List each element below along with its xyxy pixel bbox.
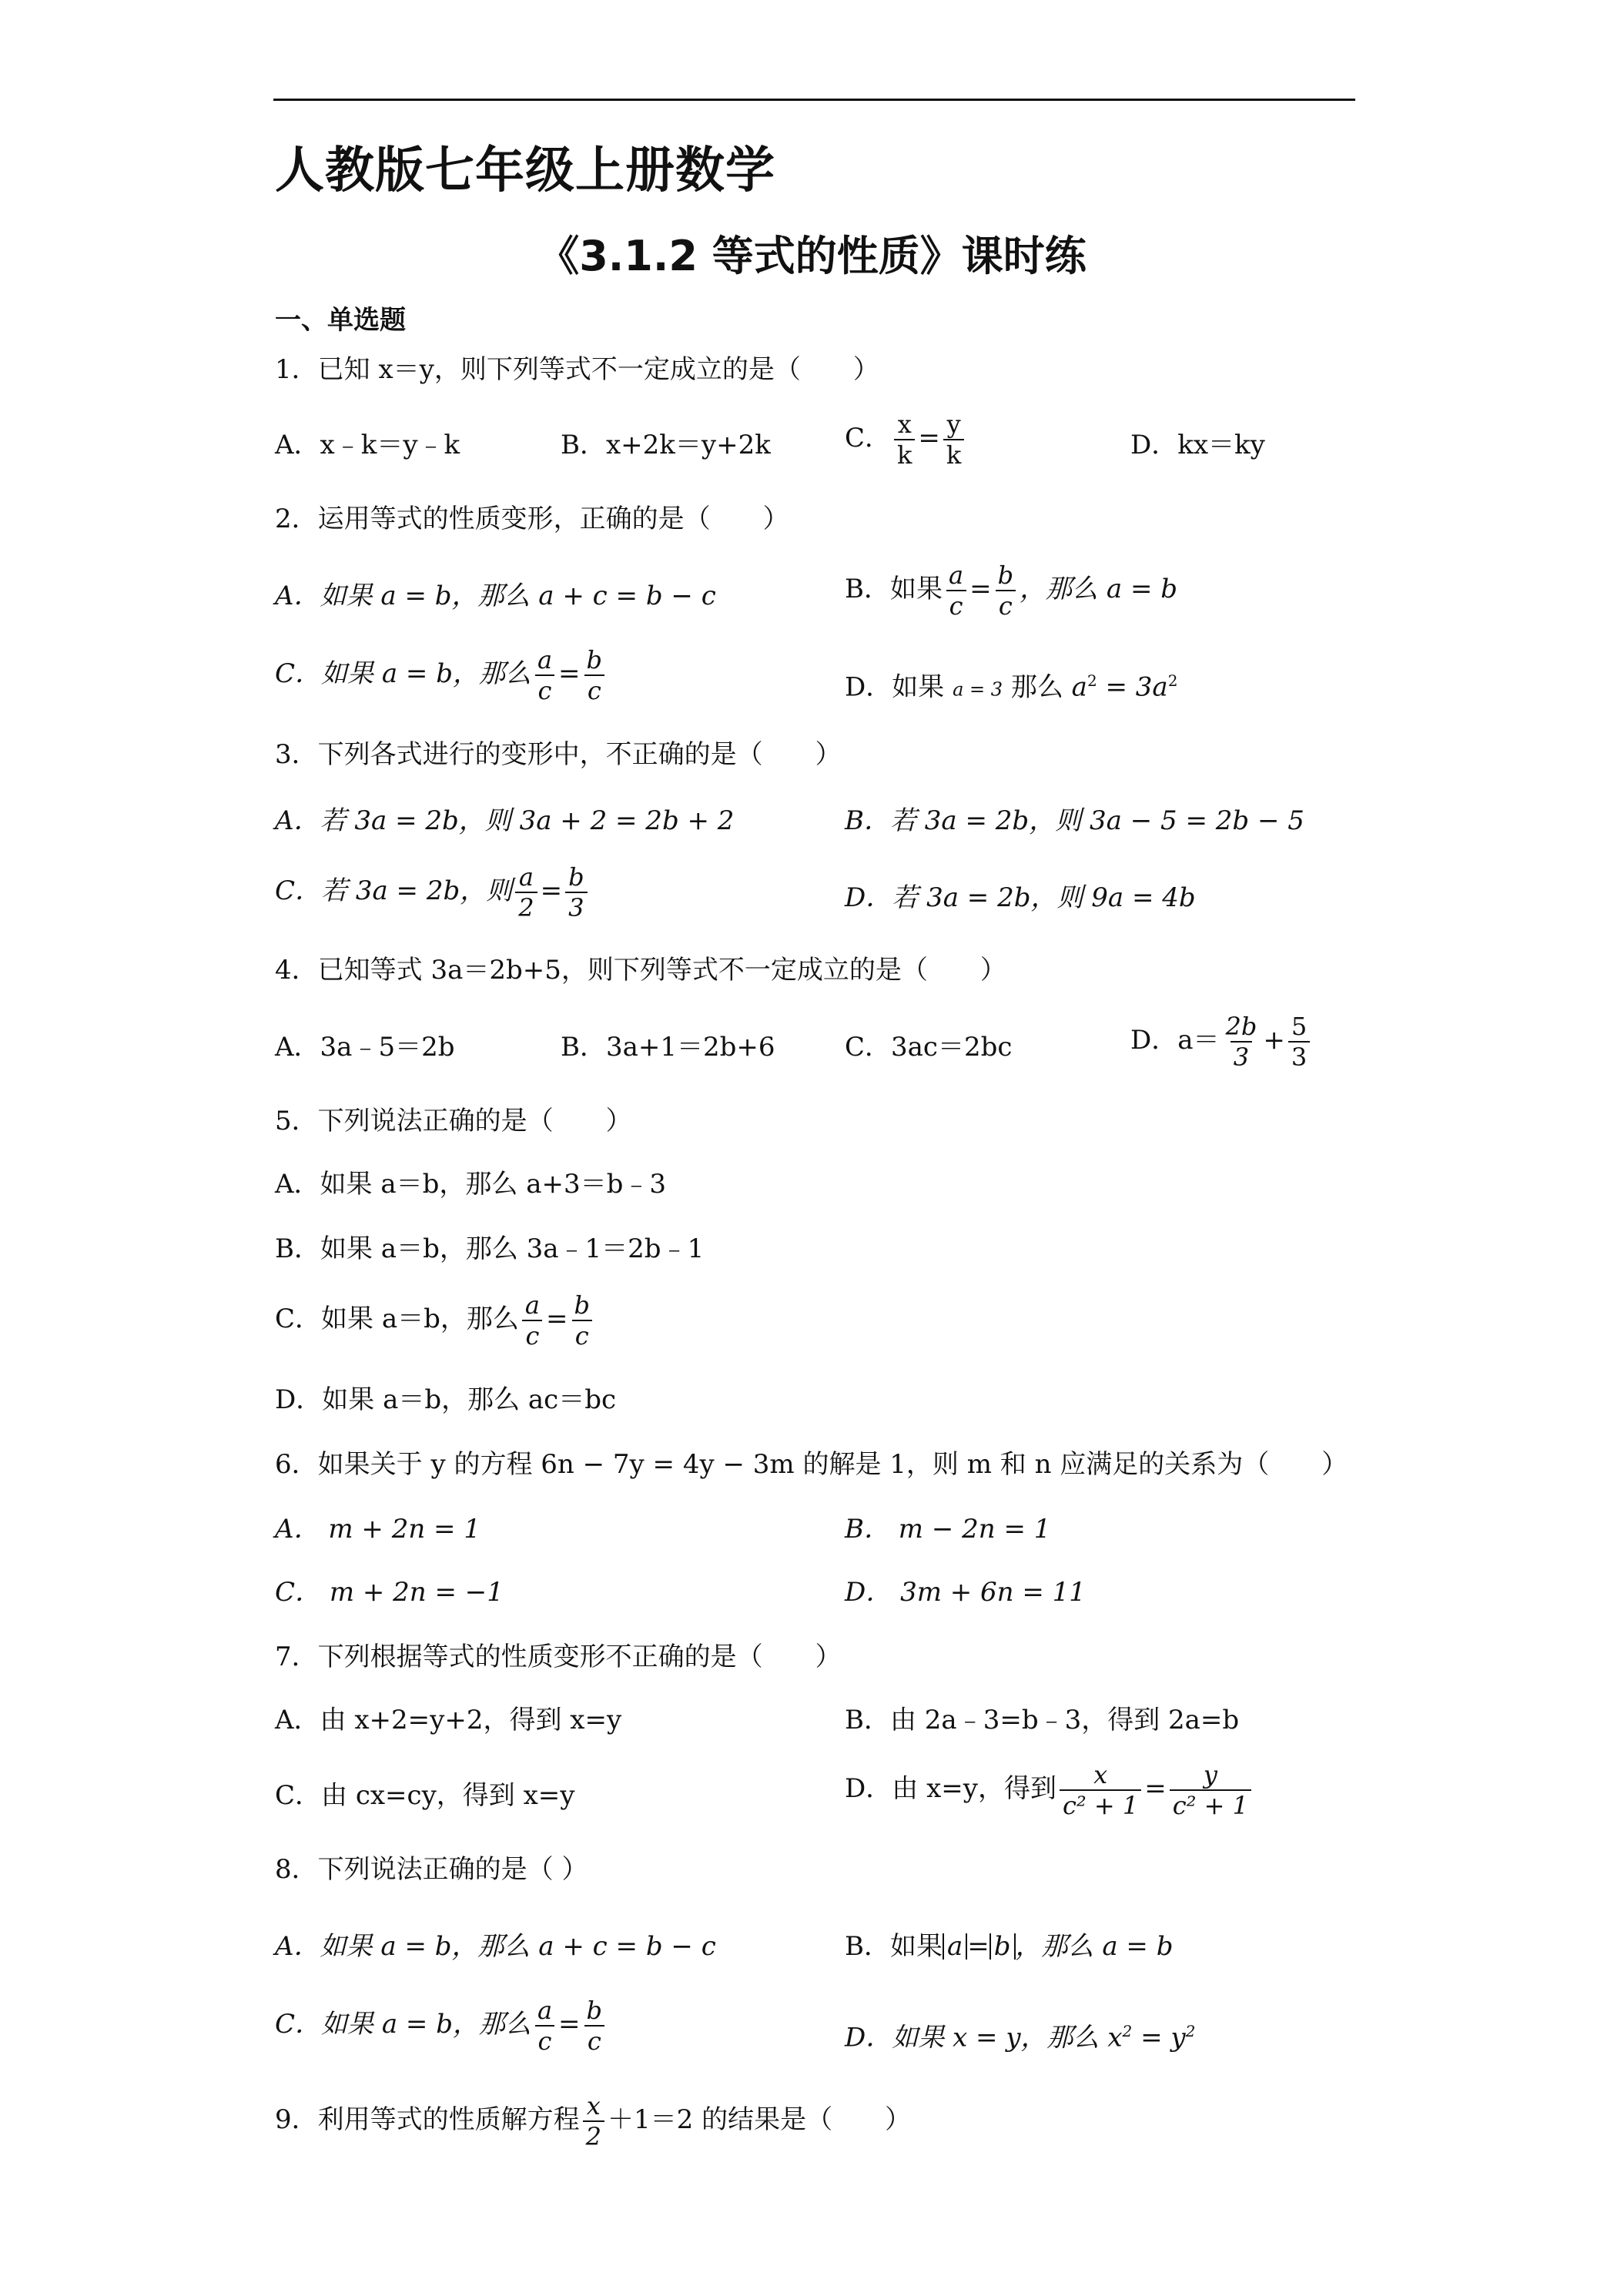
fraction: $\frac{b}{c}$	[584, 1996, 605, 2056]
fraction: $\frac{a}{c}$	[522, 1290, 543, 1350]
q7-option-c: C．由 cx=cy，得到 x=y	[275, 1780, 575, 1811]
q2-option-a: A．如果 a = b，那么 a + c = b − c	[275, 581, 716, 611]
q5-option-b: B．如果 a＝b，那么 3a﹣1＝2b﹣1	[275, 1233, 705, 1264]
q8-option-b: B．如果 a = b ，那么 a = b	[845, 1931, 1174, 1962]
fraction: $\frac{x}{2}$	[583, 2091, 604, 2151]
fraction: $\frac{b}{c}$	[584, 645, 605, 705]
q2-option-b: B．如果 $\frac{a}{c}$ = $\frac{b}{c}$ ，那么 a = b	[845, 561, 1178, 621]
fraction: $\frac{x}{\text{c² + 1}}$	[1060, 1760, 1141, 1820]
fraction: $\frac{y}{k}$	[943, 410, 964, 470]
question-3-stem: 3．下列各式进行的变形中，不正确的是（ ）	[275, 739, 842, 770]
q5-option-d: D．如果 a＝b，那么 ac＝bc	[275, 1384, 617, 1415]
q4-option-d: D．a＝ $\frac{2b}{3}$ + $\frac{5}{3}$	[1130, 1012, 1313, 1072]
question-2-stem: 2．运用等式的性质变形，正确的是（ ）	[275, 504, 789, 534]
q3-option-a: A．若 3a = 2b，则 3a + 2 = 2b + 2	[275, 805, 735, 836]
fraction: $\frac{a}{c}$	[534, 645, 555, 705]
q1-option-a: A．x﹣k＝y﹣k	[275, 430, 460, 460]
page-title: 人教版七年级上册数学	[275, 142, 775, 199]
q8-option-d: D．如果 x = y，那么 $x^2 = y^2$	[845, 2022, 1196, 2053]
fraction: $\frac{a}{c}$	[946, 561, 966, 621]
q1-option-d: D．kx＝ky	[1130, 430, 1265, 460]
q7-option-b: B．由 2a﹣3=b﹣3，得到 2a=b	[845, 1705, 1240, 1735]
question-9-stem: 9．利用等式的性质解方程 $\frac{x}{2}$ ＋1＝2 的结果是（ ）	[275, 2091, 912, 2151]
q6-option-d: D． 3m + 6n = 11	[845, 1577, 1086, 1608]
q6-option-a: A． m + 2n = 1	[275, 1514, 481, 1545]
question-4-stem: 4．已知等式 3a＝2b+5，则下列等式不一定成立的是（ ）	[275, 955, 1006, 986]
q3-option-d: D．若 3a = 2b，则 9a = 4b	[845, 882, 1196, 913]
q6-option-b: B． m − 2n = 1	[845, 1514, 1051, 1545]
q3-option-b: B．若 3a = 2b，则 3a − 5 = 2b − 5	[845, 805, 1304, 836]
q3-option-c: C．若 3a = 2b，则 $\frac{a}{2}$ = $\frac{b}{3}$	[275, 862, 591, 922]
q6-option-c: C． m + 2n = −1	[275, 1577, 504, 1608]
fraction: $\frac{a}{2}$	[515, 862, 537, 922]
q7-option-a: A．由 x+2=y+2，得到 x=y	[275, 1705, 622, 1735]
fraction: $\frac{b}{c}$	[995, 561, 1016, 621]
question-8-stem: 8．下列说法正确的是（ ）	[275, 1854, 588, 1885]
absolute-value: b	[989, 1933, 1016, 1960]
q4-option-b: B．3a+1＝2b+6	[561, 1032, 775, 1063]
q5-option-c: C．如果 a＝b，那么 $\frac{a}{c}$ = $\frac{b}{c}$	[275, 1290, 596, 1350]
question-5-stem: 5．下列说法正确的是（ ）	[275, 1106, 632, 1136]
q7-option-d: D．由 x=y，得到 $\frac{x}{\text{c² + 1}}$ = $\frac{y}{\text{c² + 1}}$	[845, 1760, 1254, 1820]
q4-option-a: A．3a﹣5＝2b	[275, 1032, 455, 1063]
q5-option-a: A．如果 a＝b，那么 a+3＝b﹣3	[275, 1169, 666, 1200]
q4-option-c: C．3ac＝2bc	[845, 1032, 1013, 1063]
fraction: $\frac{y}{\text{c² + 1}}$	[1170, 1760, 1251, 1820]
fraction: $\frac{b}{3}$	[565, 862, 587, 922]
q2-option-c: C．如果 a = b，那么 $\frac{a}{c}$ = $\frac{b}{c}$	[275, 645, 608, 705]
fraction: $\frac{b}{c}$	[571, 1290, 592, 1350]
q8-option-a: A．如果 a = b，那么 a + c = b − c	[275, 1931, 716, 1962]
fraction: $\frac{5}{3}$	[1288, 1012, 1310, 1072]
section-heading: 一、单选题	[275, 305, 406, 336]
q8-option-c: C．如果 a = b，那么 $\frac{a}{c}$ = $\frac{b}{c}$	[275, 1996, 608, 2056]
question-1-stem: 1．已知 x＝y，则下列等式不一定成立的是（ ）	[275, 354, 879, 385]
q2-option-d: D．如果 a = 3 那么 $a^2 = 3a^2$	[845, 671, 1178, 703]
page-subtitle: 《3.1.2 等式的性质》课时练	[537, 232, 1087, 280]
q1-option-c: C． $\frac{x}{k}$ = $\frac{y}{k}$	[845, 410, 967, 470]
question-6-stem: 6．如果关于 y 的方程 6n − 7y = 4y − 3m 的解是 1，则 m 和 n 应满足的关系为（ ）	[275, 1449, 1348, 1480]
q1-option-c-label: C．	[845, 423, 892, 454]
fraction: $\frac{x}{k}$	[894, 410, 915, 470]
question-7-stem: 7．下列根据等式的性质变形不正确的是（ ）	[275, 1642, 842, 1672]
top-rule	[273, 99, 1355, 101]
absolute-value: a	[943, 1933, 967, 1960]
fraction: $\frac{a}{c}$	[534, 1996, 555, 2056]
fraction: $\frac{2b}{3}$	[1225, 1012, 1257, 1072]
q1-option-b: B．x+2k＝y+2k	[561, 430, 771, 460]
